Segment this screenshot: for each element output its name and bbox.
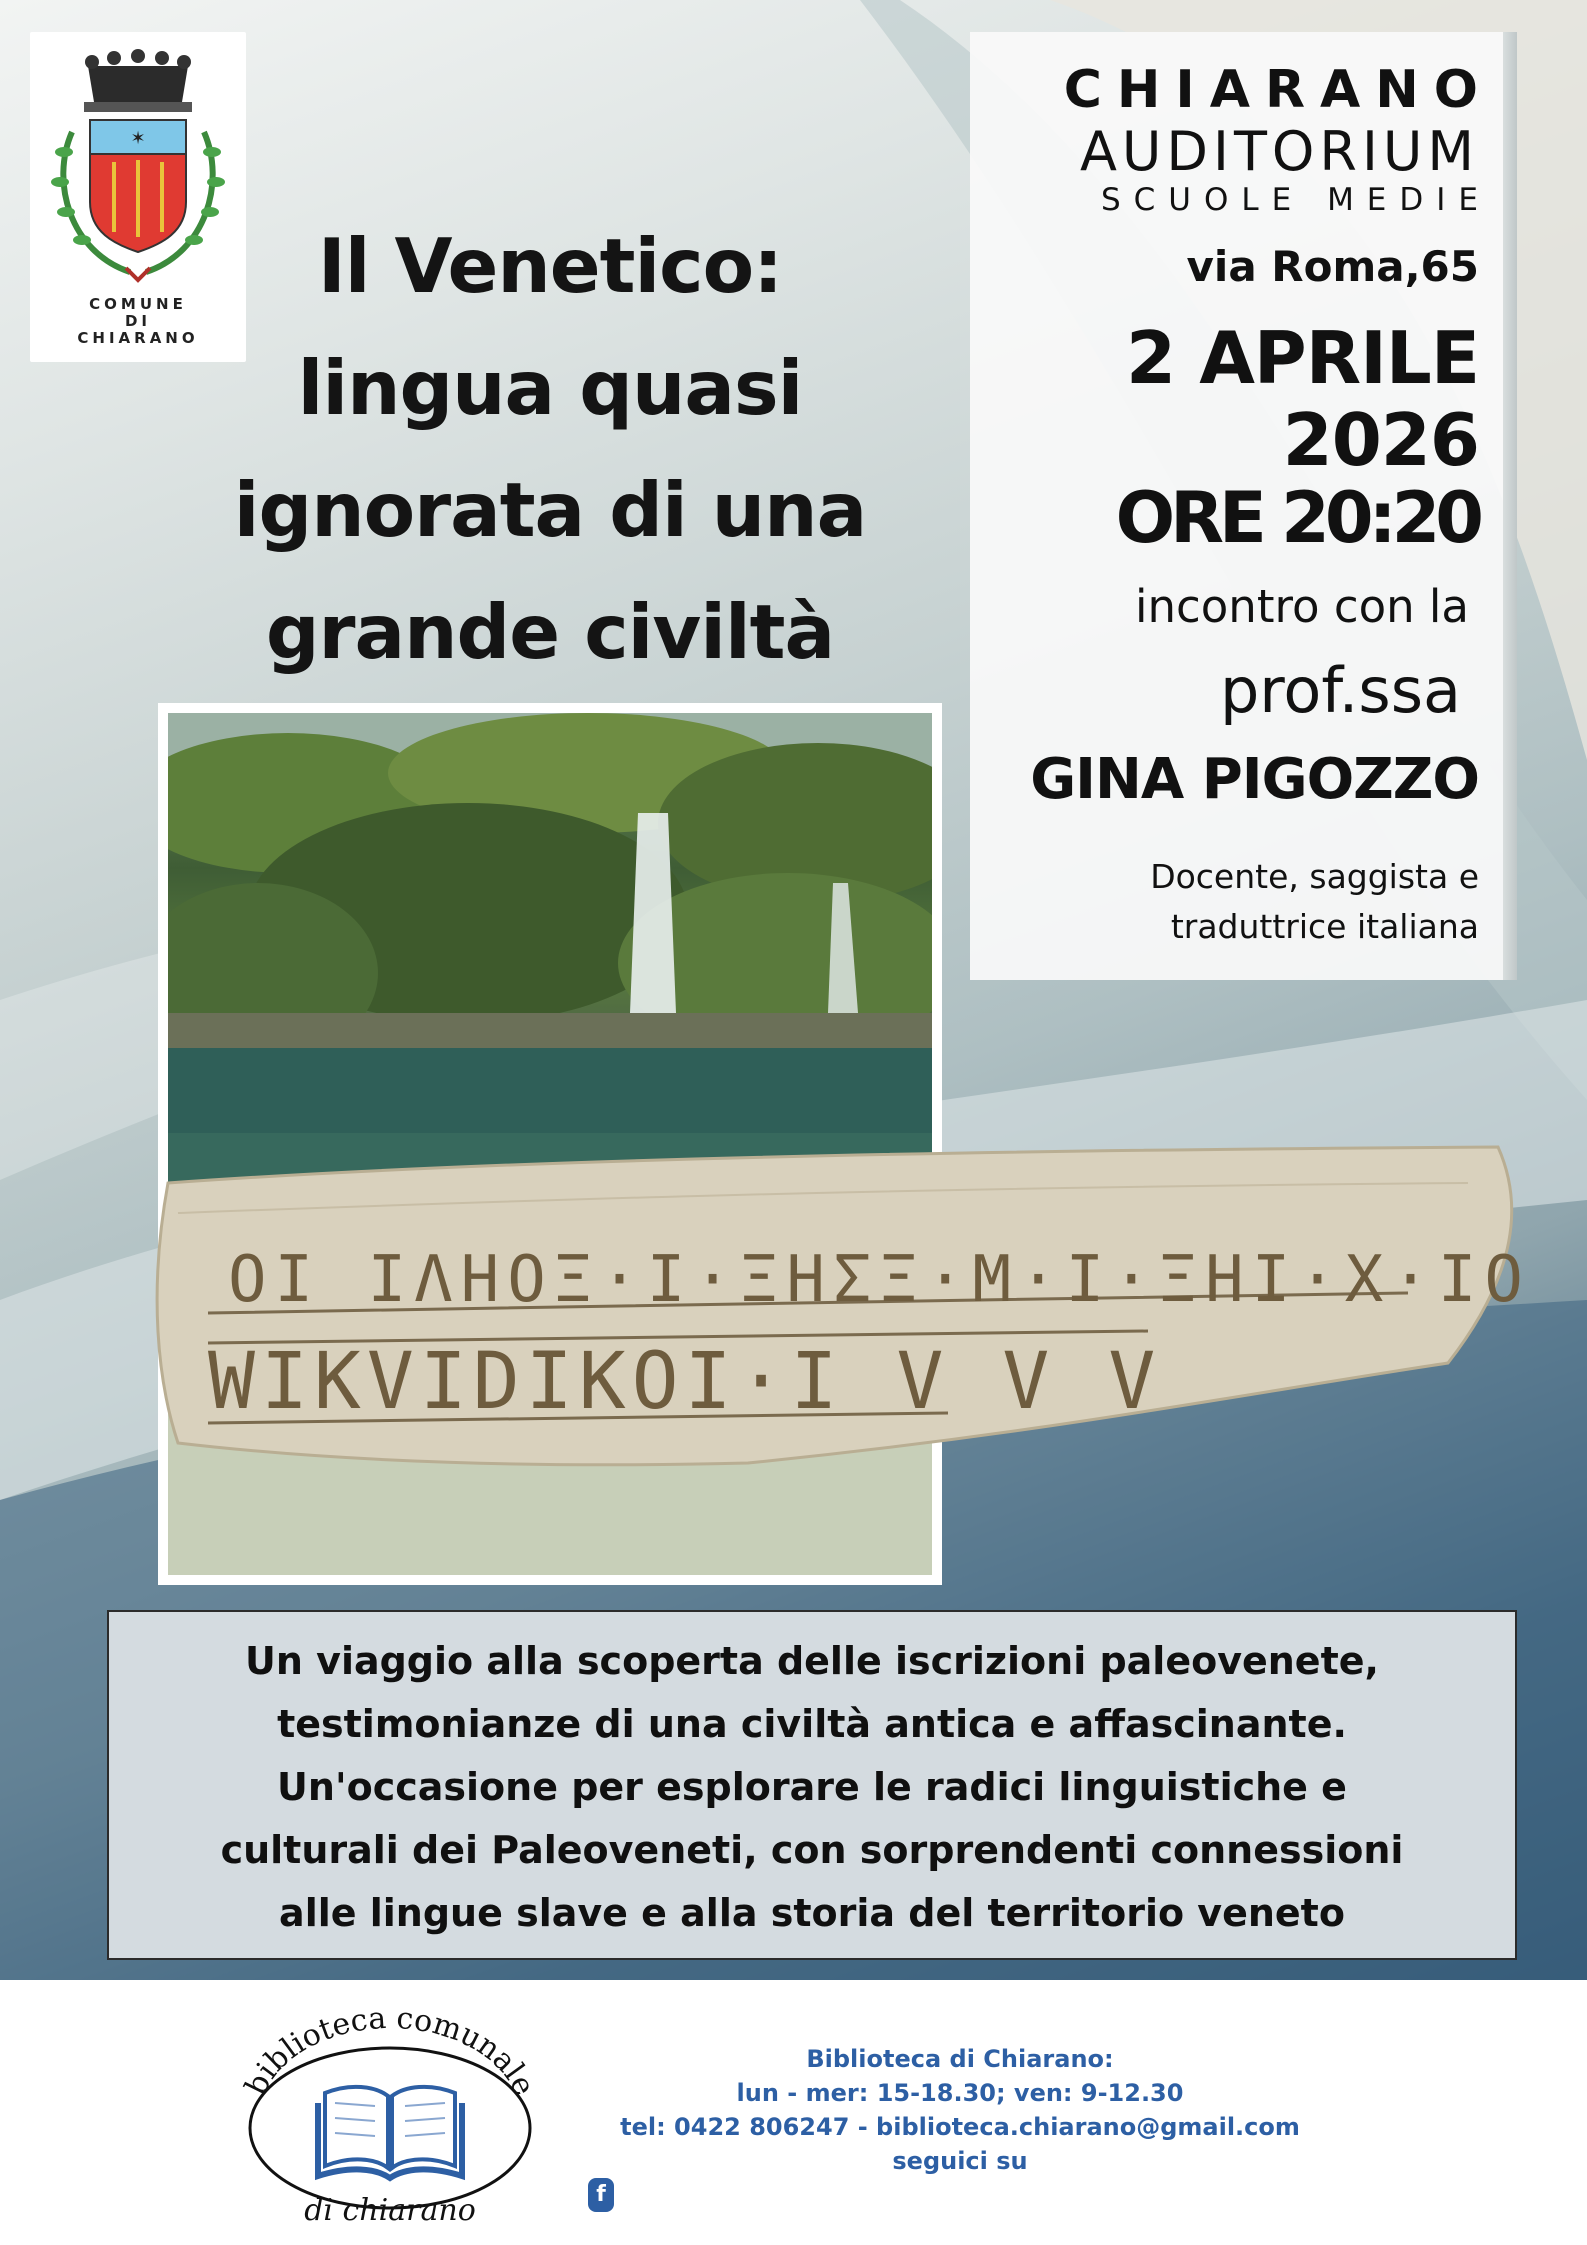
caption-line: CHIARANO — [77, 329, 199, 347]
inscription-line-1: ΟΙ ΙΛΗΟΞ·Ι·ΞΗΣΞ·Μ·Ι·ΞΗΙ·Χ·ΙΟΗ — [228, 1243, 1528, 1317]
title-line: lingua quasi — [297, 344, 803, 432]
caption-line: DI — [124, 312, 152, 330]
inscription-stone-icon — [148, 1143, 1528, 1473]
meeting-text: incontro con la — [1135, 580, 1469, 633]
event-title — [160, 205, 940, 693]
description-line: culturali dei Paleoveneti, con sorprendenti connessioni — [220, 1828, 1404, 1872]
caption-line: COMUNE — [89, 295, 187, 313]
description-line: testimonianze di una civiltà antica e affascinante. — [277, 1702, 1347, 1746]
event-info-panel — [970, 32, 1517, 980]
library-logo-bottom-text: di chiarano — [304, 2193, 476, 2228]
speaker-role — [1150, 852, 1479, 952]
description-box — [107, 1610, 1517, 1960]
inscription-line-2: WΙΚVΙDIΚOΙ·Ι V V V — [208, 1337, 1162, 1427]
address: via Roma,65 — [1186, 242, 1479, 291]
venetic-inscription-stone — [148, 1143, 1528, 1473]
description-line: alle lingue slave e alla storia del territorio veneto — [279, 1891, 1345, 1935]
city: CHIARANO — [1063, 60, 1493, 120]
description-line: Un viaggio alla scoperta delle iscrizioni paleovenete, — [245, 1639, 1379, 1683]
book-icon — [318, 2087, 462, 2178]
footer — [0, 1980, 1587, 2245]
facebook-icon[interactable]: f — [588, 2178, 614, 2212]
speaker-title: prof.ssa — [1219, 654, 1461, 727]
svg-text:✶: ✶ — [130, 128, 146, 149]
venue-sub: SCUOLE MEDIE — [1100, 182, 1491, 218]
library-hours: lun - mer: 15-18.30; ven: 9-12.30 — [736, 2079, 1184, 2107]
title-line: ignorata di una — [233, 466, 867, 554]
library-logo — [230, 1998, 550, 2228]
social-label: seguici su — [892, 2147, 1028, 2175]
library-contact[interactable]: tel: 0422 806247 - biblioteca.chiarano@gmail.com — [620, 2113, 1300, 2141]
library-name: Biblioteca di Chiarano: — [806, 2045, 1114, 2073]
description-line: Un'occasione per esplorare le radici linguistiche e — [277, 1765, 1347, 1809]
venue: AUDITORIUM — [1079, 120, 1479, 183]
event-year: 2026 — [1282, 398, 1479, 482]
library-social — [580, 2144, 1340, 2212]
role-line: traduttrice italiana — [1170, 907, 1479, 946]
speaker-name: GINA PIGOZZO — [1030, 747, 1479, 812]
role-line: Docente, saggista e — [1150, 857, 1479, 896]
event-time: ORE 20:20 — [1115, 477, 1479, 559]
library-logo-top-text: biblioteca comunale — [238, 2000, 542, 2101]
title-line: Il Venetico: — [317, 222, 783, 310]
library-info — [580, 2042, 1340, 2212]
title-line: grande civiltà — [265, 588, 835, 676]
event-date: 2 APRILE — [1126, 316, 1479, 400]
